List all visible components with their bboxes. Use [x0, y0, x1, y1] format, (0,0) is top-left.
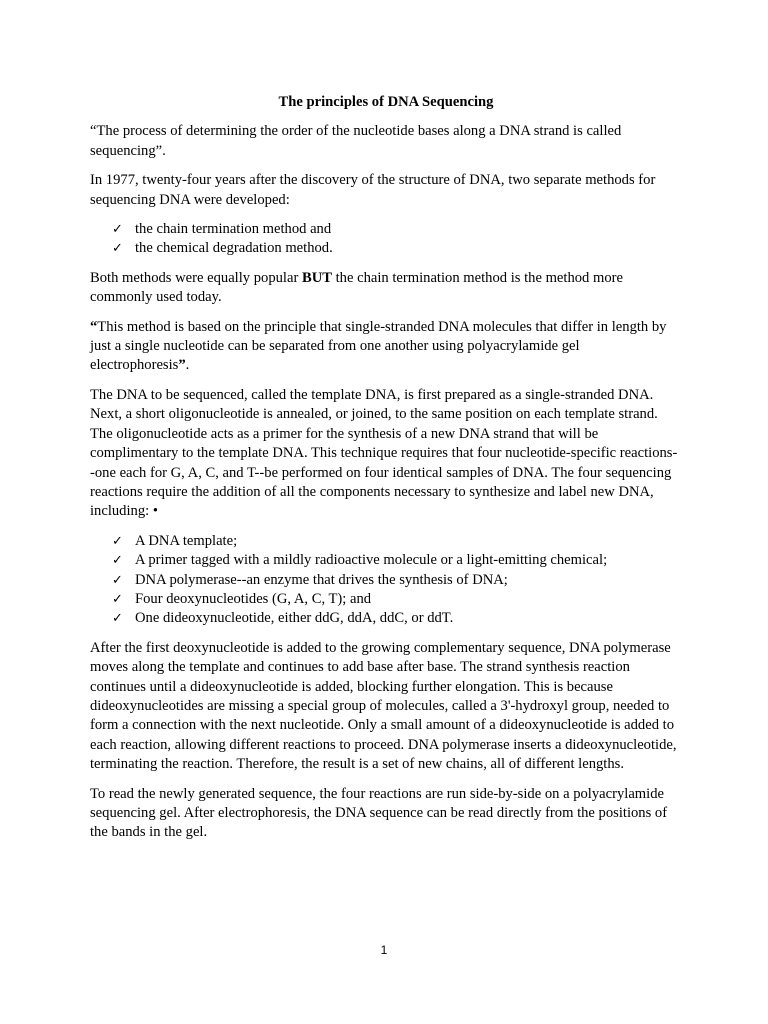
elongation-paragraph: After the first deoxynucleotide is added to the growing complementary sequence, DNA polymerase moves along the template and continues to add base after base. The strand synthesis reaction continues until a dideoxynucleotide is added, blocking further elongation. This is because dideoxynucleotides are missing a special group of molecules, called a 3'-hydroxyl group, needed to form a connection with the next nucleotide. Only a small amount of a dideoxynucleotide is added to each reaction, allowing different reactions to proceed. DNA polymerase inserts a dideoxynucleotide, terminating the reaction. Therefore, the result is a set of new chains, all of different lengths. [90, 639, 677, 773]
reading-paragraph: To read the newly generated sequence, the four reactions are run side-by-side on a polyacrylamide sequencing gel. After electrophoresis, the DNA sequence can be read directly from the positions of the bands in the gel. [90, 785, 668, 841]
checkmark-icon: ✓ [112, 591, 123, 607]
open-quote-mark: “ [90, 318, 98, 335]
methods-list [90, 220, 682, 259]
checkmark-icon: ✓ [112, 241, 123, 257]
page-number: 1 [380, 943, 388, 957]
checkmark-icon: ✓ [112, 553, 123, 569]
list-item [90, 239, 682, 258]
document-page [90, 93, 682, 853]
component-label: A DNA template; [135, 532, 238, 549]
components-list [90, 532, 682, 629]
template-paragraph: The DNA to be sequenced, called the template DNA, is first prepared as a single-stranded DNA. Next, a short oligonucleotide is annealed, or joined, to the same position on each template strand. The oligonucleotide acts as a primer for the synthesis of a new DNA strand that will be complimentary to the template DNA. This technique requires that four nucleotide-specific reactions--one each for G, A, C, and T--be performed on four identical samples of DNA. The four sequencing reactions require the addition of all the components necessary to synthesize and label new DNA, including: • [90, 386, 678, 520]
method-label: the chemical degradation method. [135, 240, 333, 257]
component-label: A primer tagged with a mildly radioactive molecule or a light-emitting chemical; [135, 552, 608, 569]
component-label: DNA polymerase--an enzyme that drives the synthesis of DNA; [135, 571, 508, 588]
document-title: The principles of DNA Sequencing [278, 94, 494, 110]
comparison-emphasis: BUT [301, 269, 332, 286]
definition-quote: “The process of determining the order of the nucleotide bases along a DNA strand is called sequencing”. [90, 123, 622, 159]
list-item [90, 220, 682, 239]
method-label: the chain termination method and [135, 221, 332, 238]
component-label: Four deoxynucleotides (G, A, C, T); and [135, 590, 372, 607]
component-label: One dideoxynucleotide, either ddG, ddA, ddC, or ddT. [135, 610, 454, 627]
checkmark-icon: ✓ [112, 611, 123, 627]
list-item [90, 609, 682, 628]
checkmark-icon: ✓ [112, 572, 123, 588]
intro-paragraph: In 1977, twenty-four years after the discovery of the structure of DNA, two separate methods for sequencing DNA were developed: [90, 172, 656, 208]
comparison-text-before: Both methods were equally popular [90, 269, 302, 286]
principle-quote [90, 318, 682, 376]
checkmark-icon: ✓ [112, 222, 123, 238]
close-quote-mark: ” [178, 357, 186, 374]
list-item [90, 532, 682, 551]
list-item [90, 551, 682, 570]
comparison-text-after: the chain termination method is the method more commonly used today. [90, 269, 623, 306]
list-item [90, 571, 682, 590]
list-item [90, 590, 682, 609]
principle-text: This method is based on the principle that single-stranded DNA molecules that differ in length by just a single nucleotide can be separated from one another using polyacrylamide gel electrophoresis [90, 318, 667, 374]
principle-end: . [185, 357, 190, 374]
checkmark-icon: ✓ [112, 533, 123, 549]
comparison-paragraph [90, 269, 682, 308]
